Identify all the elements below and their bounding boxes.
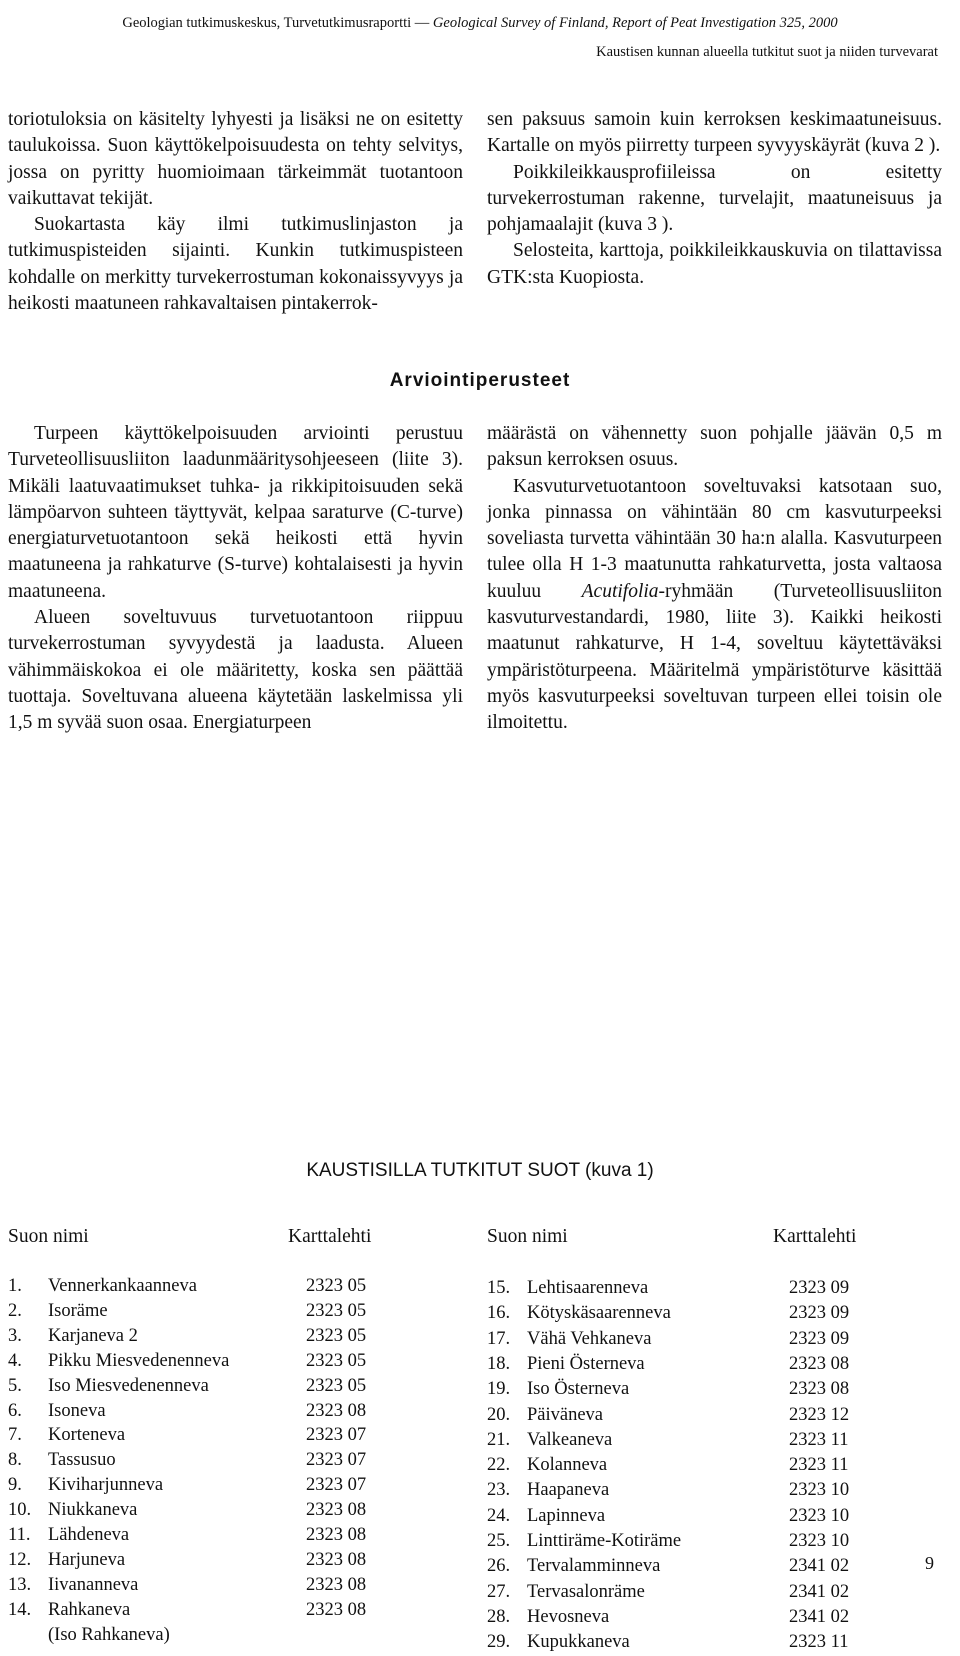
intro-right-column (487, 107, 942, 291)
map-sheet: 2323 10 (789, 1505, 850, 1526)
bog-name: Iso Miesvedenenneva (48, 1375, 209, 1396)
table-row (8, 1351, 468, 1375)
row-number: 4. (8, 1350, 22, 1371)
header-series: Geological Survey of Finland, Report of Peat Investigation 325, 2000 (432, 15, 838, 31)
paragraph: Selosteita, karttoja, poikkileikkauskuvia on tilattavissa GTK:sta Kuopiosta. (487, 240, 942, 288)
column-header-sheet: Karttalehti (773, 1226, 857, 1247)
paragraph: Turpeen käyttökelpoisuuden arviointi perustuu Turveteollisuusliiton laadunmääritysohjeeseen (liite 3). Mikäli laatuvaatimukset tuhka- ja rikkipitoisuuden sekä lämpöarvon suhteen täyttyvät, kelpaa saraturve (C-turve) energiaturvetuotantoon sekä heikosti että hyvin maatuneena ja rahkaturve (S-turve) kohtalaisesti ja hyvin maatuneena. (8, 423, 463, 602)
table-row (487, 1632, 947, 1656)
row-number: 9. (8, 1475, 22, 1496)
bog-name: Tassusuo (48, 1450, 116, 1471)
map-sheet: 2323 08 (306, 1549, 367, 1570)
row-number: 24. (487, 1505, 511, 1526)
row-number: 11. (8, 1525, 31, 1545)
paragraph: toriotuloksia on käsitelty lyhyesti ja lisäksi ne on esitetty taulukoissa. Suon käyttökelpoisuudesta on tehty selvitys, jossa on pyritty huomioimaan tärkeimmät tuotantoon vaikuttavat tekijät. (8, 109, 463, 209)
map-sheet: 2323 05 (306, 1300, 367, 1321)
table-row (8, 1425, 468, 1449)
bog-name: Linttiräme-Kotiräme (527, 1531, 682, 1551)
map-sheet: 2341 02 (789, 1606, 850, 1627)
bog-name: Isoräme (48, 1300, 108, 1321)
column-header-sheet: Karttalehti (288, 1226, 372, 1247)
table-row (487, 1430, 947, 1454)
table-row (487, 1556, 947, 1580)
table-row (8, 1401, 468, 1425)
running-header (0, 14, 960, 32)
bog-name: Isoneva (48, 1400, 106, 1421)
map-sheet: 2323 08 (789, 1379, 850, 1400)
row-number: 18. (487, 1353, 511, 1374)
bog-name: Iivananneva (48, 1574, 139, 1595)
column-header-name: Suon nimi (487, 1226, 568, 1247)
map-sheet: 2341 02 (789, 1556, 850, 1577)
table-row (8, 1600, 468, 1624)
table-row (8, 1550, 468, 1574)
bog-name: Karjaneva 2 (48, 1325, 138, 1346)
bog-name: Rahkaneva (48, 1599, 131, 1620)
paragraph: Alueen soveltuvuus turvetuotantoon riippuu turvekerrostuman syvyydestä ja laadusta. Alueen vähimmäiskokoa ei ole määritetty, koska sen päättää tuottaja. Soveltuvana alueena käytetään laskelmissa yli 1,5 m syvää suon osaa. Energiaturpeen (8, 607, 463, 734)
header-subtitle: Kaustisen kunnan alueella tutkitut suot ja niiden turvevarat (596, 44, 938, 60)
row-number: 29. (487, 1632, 511, 1653)
row-number: 27. (487, 1581, 511, 1602)
map-sheet: 2323 12 (789, 1404, 850, 1425)
bog-name: Vennerkankaanneva (48, 1276, 197, 1296)
paragraph: Kasvuturvetuotantoon soveltuvaksi katsotaan suo, jonka pinnassa on vähintään 80 cm kasvuturpeeksi soveliasta turvetta vähintään 30 ha:n alalla. Kasvuturpeen tulee olla H 1-3 maatunutta rahkaturvetta, josta valtaosa kuuluu Acutifolia-ryhmään (Turveteollisuusliiton kasvuturvestandardi, 1980, liite 3). Kaikki heikosti maatunut rahkaturve, H 1-4, soveltuu käytettäväksi ympäristöturpeena. Määritelmä ympäristöturve käsittää myös kasvuturpeeksi soveltuvan turpeen ellei toisin ole ilmoitettu. (487, 475, 942, 734)
table-row (487, 1278, 947, 1302)
map-sheet: 2323 10 (789, 1531, 850, 1551)
criteria-left-column (8, 421, 463, 737)
row-number: 13. (8, 1574, 32, 1595)
map-sheet: 2323 11 (789, 1429, 849, 1450)
table-row (8, 1376, 468, 1400)
map-sheet: 2323 08 (306, 1400, 367, 1421)
map-sheet: 2323 08 (306, 1599, 367, 1620)
intro-left-column (8, 107, 463, 317)
bog-name: Lähdeneva (48, 1525, 130, 1545)
row-number: 17. (487, 1328, 511, 1349)
row-number: 10. (8, 1500, 32, 1521)
table-row (487, 1455, 947, 1479)
row-number: 28. (487, 1606, 511, 1627)
paragraph: määrästä on vähennetty suon pohjalle jäävän 0,5 m paksun kerroksen osuus. (487, 423, 942, 471)
row-number: 19. (487, 1379, 511, 1400)
row-number: 5. (8, 1375, 22, 1396)
table-row (8, 1326, 468, 1350)
map-sheet: 2341 02 (789, 1581, 850, 1602)
row-number: 20. (487, 1404, 511, 1425)
map-sheet: 2323 05 (306, 1375, 367, 1396)
row-number: 16. (487, 1303, 511, 1324)
table-row (8, 1475, 468, 1499)
bog-name: Lehtisaarenneva (527, 1278, 649, 1298)
table-row (487, 1531, 947, 1555)
table-row (487, 1329, 947, 1353)
row-number: 25. (487, 1531, 511, 1551)
map-sheet: 2323 05 (306, 1325, 367, 1346)
map-sheet: 2323 08 (306, 1525, 367, 1545)
row-number: 3. (8, 1325, 22, 1346)
bog-name: (Iso Rahkaneva) (48, 1624, 170, 1645)
bog-name: Kiviharjunneva (48, 1475, 164, 1496)
table-row (8, 1450, 468, 1474)
map-sheet: 2323 07 (306, 1475, 367, 1496)
bog-name: Valkeaneva (527, 1429, 613, 1450)
map-sheet: 2323 10 (789, 1480, 850, 1501)
map-sheet: 2323 09 (789, 1328, 850, 1349)
row-number: 2. (8, 1300, 22, 1321)
map-sheet: 2323 09 (789, 1278, 850, 1298)
row-number: 22. (487, 1455, 511, 1476)
bog-name: Lapinneva (527, 1505, 606, 1526)
bog-name: Hevosneva (527, 1606, 610, 1627)
map-sheet: 2323 11 (789, 1455, 849, 1476)
map-sheet: 2323 05 (306, 1350, 367, 1371)
bog-name: Kötyskäsaarenneva (527, 1303, 671, 1324)
table-row (8, 1276, 468, 1300)
row-number: 8. (8, 1450, 22, 1471)
map-sheet: 2323 08 (306, 1574, 367, 1595)
bog-name: Iso Österneva (527, 1379, 630, 1400)
bog-name: Pieni Österneva (527, 1353, 645, 1374)
map-sheet: 2323 07 (306, 1450, 367, 1471)
table-row (487, 1354, 947, 1378)
bog-name: Haapaneva (527, 1480, 610, 1501)
map-sheet: 2323 05 (306, 1276, 367, 1296)
map-sheet: 2323 08 (789, 1353, 850, 1374)
map-sheet: 2323 08 (306, 1500, 367, 1521)
bog-name: Korteneva (48, 1425, 126, 1446)
table-row (8, 1575, 468, 1599)
row-number: 1. (8, 1276, 22, 1296)
row-number: 14. (8, 1599, 32, 1620)
map-sheet: 2323 09 (789, 1303, 850, 1324)
row-number: 26. (487, 1556, 511, 1577)
table-row (487, 1405, 947, 1429)
row-number: 7. (8, 1425, 22, 1446)
row-number: 12. (8, 1549, 32, 1570)
row-number: 21. (487, 1429, 511, 1450)
bog-name: Harjuneva (48, 1549, 126, 1570)
table-row (8, 1525, 468, 1549)
paragraph: Suokartasta käy ilmi tutkimuslinjaston ja tutkimuspisteiden sijainti. Kunkin tutkimuspisteen kohdalle on merkitty turvekerrostuman kokonaissyvyys ja heikosti maatuneen rahkavaltaisen pintakerrok- (8, 214, 463, 315)
bog-name: Tervalamminneva (527, 1556, 661, 1577)
bog-name: Niukkaneva (48, 1500, 138, 1521)
table-row (8, 1500, 468, 1524)
page-number: 9 (925, 1553, 934, 1573)
map-sheet: 2323 11 (789, 1632, 849, 1653)
row-number: 23. (487, 1480, 511, 1501)
paragraph: Poikkileikkausprofiileissa on esitetty turvekerrostuman rakenne, turvelajit, maatuneisuus ja pohjamaalajit (kuva 3 ). (487, 161, 942, 236)
bog-name: Kolanneva (527, 1455, 608, 1476)
table-title: KAUSTISILLA TUTKITUT SUOT (kuva 1) (306, 1160, 654, 1181)
bog-name: Pikku Miesvedenenneva (48, 1350, 230, 1371)
table-row (487, 1582, 947, 1606)
row-number: 6. (8, 1400, 22, 1421)
table-row (8, 1301, 468, 1325)
table-row (8, 1625, 468, 1649)
bog-name: Päiväneva (527, 1404, 604, 1425)
bog-name: Vähä Vehkaneva (527, 1328, 652, 1349)
table-row (487, 1379, 947, 1403)
header-publisher: Geologian tutkimuskeskus, Turvetutkimusraportti — (122, 15, 430, 31)
table-row (487, 1303, 947, 1327)
section-heading: Arviointiperusteet (389, 370, 571, 391)
column-header-name: Suon nimi (8, 1226, 89, 1247)
row-number: 15. (487, 1278, 511, 1298)
table-row (487, 1607, 947, 1631)
bog-name: Kupukkaneva (527, 1632, 630, 1653)
table-row (487, 1506, 947, 1530)
map-sheet: 2323 07 (306, 1425, 367, 1446)
paragraph: sen paksuus samoin kuin kerroksen keskimaatuneisuus. Kartalle on myös piirretty turpeen syvyyskäyrät (kuva 2 ). (487, 109, 942, 157)
table-row (487, 1480, 947, 1504)
criteria-right-column (487, 421, 942, 737)
bog-name: Tervasalonräme (527, 1581, 645, 1602)
